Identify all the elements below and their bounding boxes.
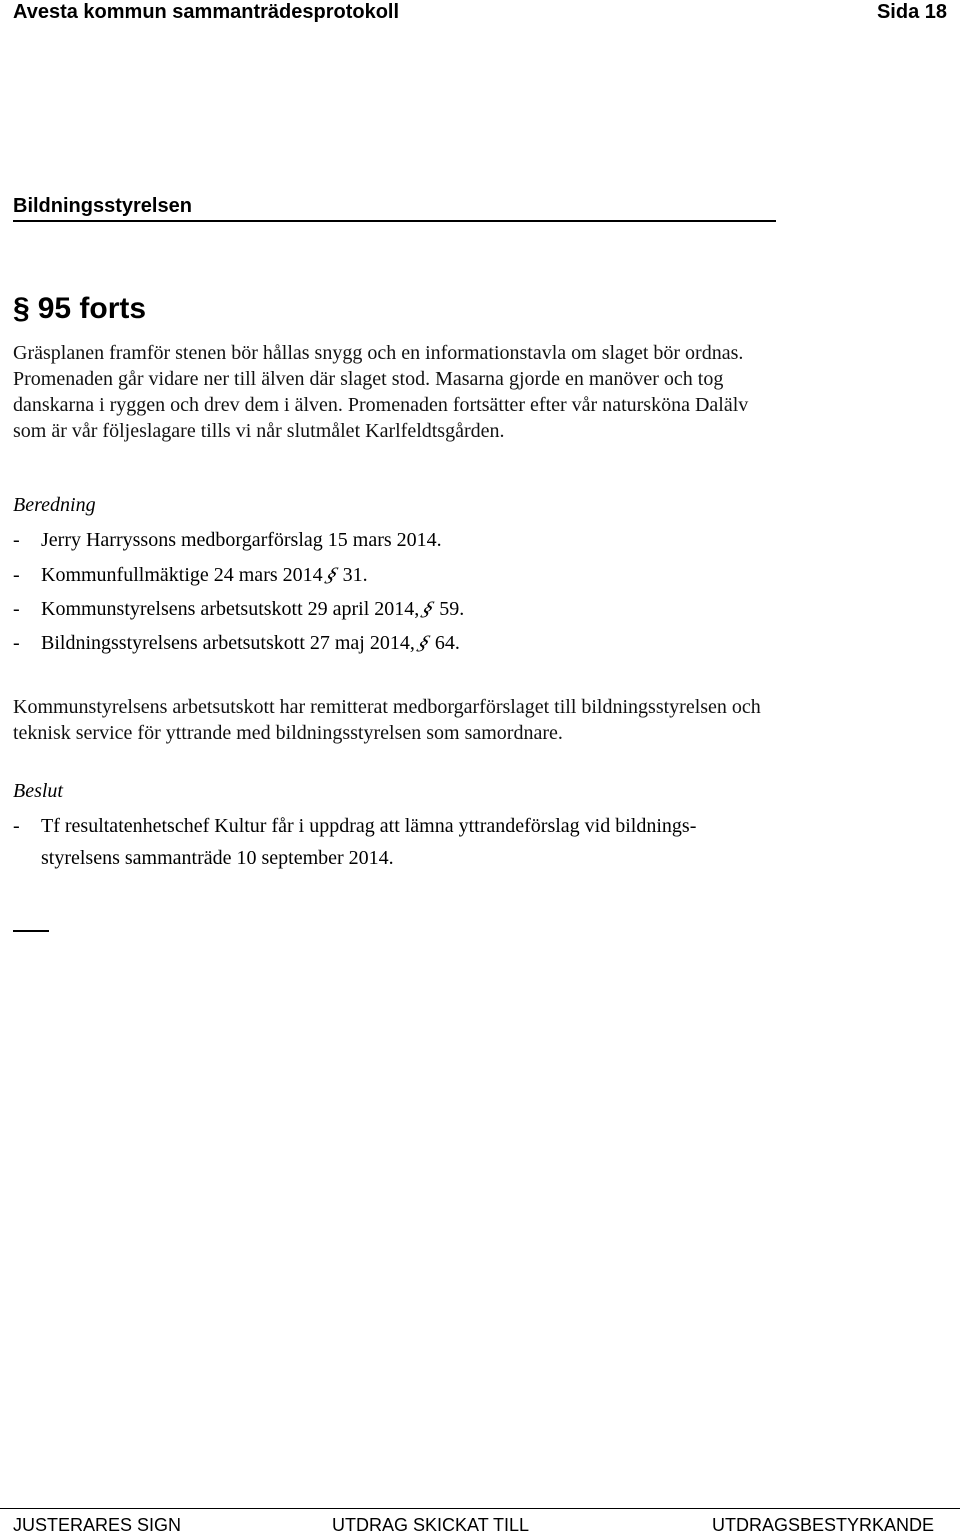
- section-title: 95 forts: [37, 292, 147, 325]
- committee-underline: [13, 220, 776, 222]
- intro-paragraph: [13, 340, 933, 444]
- paragraph-sign: §: [416, 598, 440, 620]
- paragraph-sign: §: [320, 564, 343, 586]
- beslut-heading: Beslut: [13, 780, 63, 802]
- list-dash: -: [13, 815, 20, 837]
- beslut-line: Tf resultatenhetschef Kultur får i uppdrag att lämna yttrandeförslag vid bildnings-: [41, 815, 697, 837]
- beredning-item-ref: 64.: [434, 632, 460, 654]
- page-number: Sida 18: [876, 1, 947, 23]
- intro-line: danskarna i ryggen och drev dem i älven. Promenaden fortsätter efter vår natursköna Dalälv: [13, 394, 749, 416]
- document-title: Avesta kommun sammanträdesprotokoll: [13, 1, 400, 23]
- beredning-item: [13, 527, 442, 553]
- beslut-item: [13, 813, 696, 839]
- footer-justerares-sign: JUSTERARES SIGN: [13, 1515, 182, 1535]
- list-dash: -: [13, 632, 20, 654]
- beslut-item-continued: [13, 845, 394, 871]
- section-heading: [13, 290, 146, 328]
- list-dash: -: [13, 529, 20, 551]
- beredning-item-text: Kommunstyrelsens arbetsutskott 29 april 2014,: [41, 598, 420, 620]
- list-dash: -: [13, 598, 20, 620]
- intro-line: som är vår följeslagare tills vi når slutmålet Karlfeldtsgården.: [13, 420, 505, 442]
- remittance-line: teknisk service för yttrande med bildningsstyrelsen som samordnare.: [13, 722, 563, 744]
- beredning-item: [13, 562, 368, 588]
- paragraph-sign: §: [412, 632, 436, 654]
- beslut-line: styrelsens sammanträde 10 september 2014.: [41, 847, 394, 869]
- remittance-paragraph: [13, 694, 933, 746]
- beredning-item-text: Kommunfullmäktige 24 mars 2014: [41, 564, 323, 586]
- beredning-heading: Beredning: [13, 494, 96, 516]
- section-sign: §: [13, 292, 30, 325]
- committee-heading: Bildningsstyrelsen: [13, 195, 192, 217]
- beredning-item: [13, 596, 464, 622]
- footer-utdragsbestyrkande: UTDRAGSBESTYRKANDE: [711, 1515, 934, 1535]
- beredning-item-ref: 31.: [342, 564, 368, 586]
- beredning-item-ref: 59.: [439, 598, 465, 620]
- footer-rule: [0, 1508, 960, 1509]
- remittance-line: Kommunstyrelsens arbetsutskott har remitterat medborgarförslaget till bildningsstyrelsen och: [13, 696, 761, 718]
- list-dash: -: [13, 564, 20, 586]
- end-rule: [13, 930, 49, 932]
- beredning-item-text: Bildningsstyrelsens arbetsutskott 27 maj 2014,: [41, 632, 415, 654]
- intro-line: Gräsplanen framför stenen bör hållas snygg och en informationstavla om slaget bör ordnas.: [13, 342, 744, 364]
- intro-line: Promenaden går vidare ner till älven där slaget stod. Masarna gjorde en manöver och tog: [13, 368, 724, 390]
- beredning-item: [13, 630, 460, 656]
- footer-utdrag-skickat: UTDRAG SKICKAT TILL: [332, 1515, 530, 1535]
- beredning-item-text: Jerry Harryssons medborgarförslag 15 mars 2014.: [41, 529, 442, 551]
